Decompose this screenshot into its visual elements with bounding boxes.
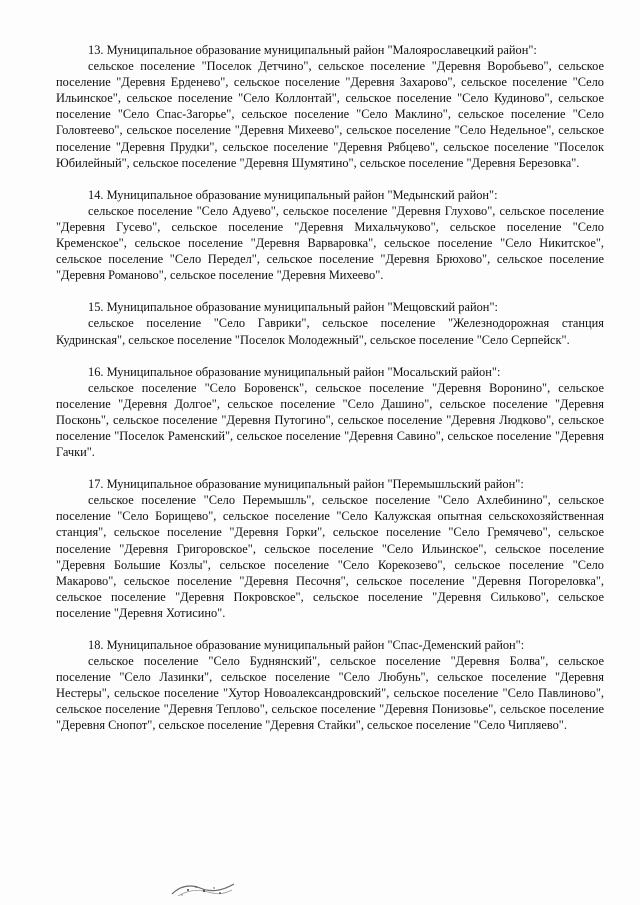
section-body: сельское поселение "Поселок Детчино", сельское поселение "Деревня Воробьево", сельское поселение "Деревня Ерденево", сельское поселение "Деревня Захарово", сельское поселение "Село Ильинское", сельское поселение "Село Коллонтай", сельское поселение "Село Кудиново", сельское поселение "Село Спас-Загорье", сельское поселение "Село Маклино", сельское поселение "Село Головтеево", сельское поселение "Деревня Михеево", сельское поселение "Село Недельное", сельское поселение "Деревня Прудки", сельское поселение "Деревня Рябцево", сельское поселение "Поселок Юбилейный", сельское поселение "Деревня Шумятино", сельское поселение "Деревня Березовка".	[56, 59, 604, 170]
section-body: сельское поселение "Село Перемышль", сельское поселение "Село Ахлебинино", сельское поселение "Село Борищево", сельское поселение "Село Калужская опытная сельскохозяйственная станция", сельское поселение "Деревня Горки", сельское поселение "Село Гремячево", сельское поселение "Деревня Григоровское", сельское поселение "Село Ильинское", сельское поселение "Деревня Большие Козлы", сельское поселение "Село Корекозево", сельское поселение "Село Макарово", сельское поселение "Деревня Песочня", сельское поселение "Деревня Погореловка", сельское поселение "Деревня Покровское", сельское поселение "Деревня Сильково", сельское поселение "Деревня Хотисино".	[56, 493, 604, 620]
section-15	[56, 299, 604, 347]
section-17	[56, 476, 604, 621]
section-heading: 13. Муниципальное образование муниципальный район "Малоярославецкий район":	[88, 43, 537, 57]
scan-smudge-mark	[168, 876, 238, 900]
section-14	[56, 187, 604, 284]
section-heading: 17. Муниципальное образование муниципальный район "Перемышльский район":	[88, 477, 524, 492]
section-heading: 16. Муниципальное образование муниципальный район "Мосальский район":	[88, 364, 501, 379]
section-heading: 15. Муниципальное образование муниципальный район "Мещовский район":	[88, 300, 498, 315]
section-16	[56, 364, 604, 461]
section-18	[56, 637, 604, 734]
section-body: сельское поселение "Село Гаврики", сельское поселение "Железнодорожная станция Кудринская", сельское поселение "Поселок Молодежный", сельское поселение "Село Серпейск".	[56, 316, 604, 347]
section-body: сельское поселение "Село Буднянский", сельское поселение "Деревня Болва", сельское поселение "Село Лазинки", сельское поселение "Село Любунь", сельское поселение "Деревня Нестеры", сельское поселение "Хутор Новоалександровский", сельское поселение "Село Павлиново", сельское поселение "Деревня Теплово", сельское поселение "Деревня Понизовье", сельское поселение "Деревня Снопот", сельское поселение "Деревня Стайки", сельское поселение "Село Чипляево".	[56, 654, 604, 733]
section-heading: 14. Муниципальное образование муниципальный район "Медынский район":	[88, 187, 498, 202]
section-heading: 18. Муниципальное образование муниципальный район "Спас-Деменский район":	[88, 638, 525, 652]
section-body: сельское поселение "Село Адуево", сельское поселение "Деревня Глухово", сельское поселение "Деревня Гусево", сельское поселение "Деревня Михальчуково", сельское поселение "Село Кременское", сельское поселение "Деревня Варваровка", сельское поселение "Село Никитское", сельское поселение "Село Передел", сельское поселение "Деревня Брюхово", сельское поселение "Деревня Романово", сельское поселение "Деревня Михеево".	[56, 203, 604, 283]
section-body: сельское поселение "Село Боровенск", сельское поселение "Деревня Воронино", сельское поселение "Деревня Долгое", сельское поселение "Село Дашино", сельское поселение "Деревня Посконь", сельское поселение "Деревня Путогино", сельское поселение "Деревня Людково", сельское поселение "Поселок Раменский", сельское поселение "Деревня Савино", сельское поселение "Деревня Гачки".	[56, 380, 604, 460]
section-13	[56, 42, 604, 171]
